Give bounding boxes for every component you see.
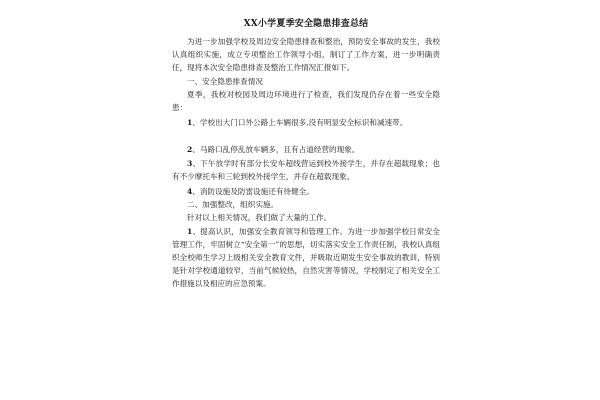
section1-item-2	[172, 144, 440, 157]
document-title: XX小学夏季安全隐患排查总结	[243, 19, 369, 29]
item-number: 1	[187, 227, 193, 237]
document-body	[172, 18, 440, 290]
section1-lead: 夏季，我校对校园及周边环境进行了检查，我们发现仍存在着一些安全隐患：	[172, 90, 440, 112]
section1-item-3	[172, 158, 440, 184]
section1-item-4	[172, 186, 440, 199]
section2-item-1	[172, 226, 440, 290]
section1-heading: 一、安全隐患排查情况	[187, 77, 263, 87]
item-number: 1	[187, 117, 193, 127]
item-text: 、下午放学时有部分长安车超线营运到校外接学生，并存在超载现象；也有不少摩托车和三轮到校外接学生，并存在超载现象。	[172, 159, 440, 182]
section1-item-1	[172, 117, 440, 130]
item-number: 3	[187, 159, 193, 169]
item-number: 2	[187, 144, 193, 154]
item-text: 、消防设施及防雷设施还有待健全。	[192, 186, 314, 196]
item-text: 、提高认识，加强安全教育领导和管理工作。为进一步加强学校日常安全管理工作，牢固树立“安全第一”的思想，切实落实安全工作责任制，我校认真组织全校师生学习上级相关安全教育文件，并吸取近期发生安全事故的教训，特别是针对学校通道较窄，当前气候较热，自然灾害等情况，学校制定了相关安全工作措施以及相应的应急预案。	[172, 227, 440, 288]
intro-paragraph: 为进一步加强学校及周边安全隐患排查和整治，预防安全事故的发生，我校认真组织实施，成立专项整治工作领导小组，制订了工作方案，进一步明确责任，现将本次安全隐患排查及整治工作情况汇报如下。	[172, 37, 440, 72]
section2-heading: 二、加强整改，组织实施。	[187, 199, 279, 209]
item-text: 、马路口乱停乱放车辆多，且有占道经营的现象。	[192, 144, 360, 154]
item-number: 4	[187, 186, 193, 196]
item-text: 、学校出大门口外公路上车辆很多,没有明显安全标识和减速带。	[192, 117, 408, 127]
section2-lead: 针对以上相关情况，我们做了大量的工作。	[187, 212, 332, 222]
